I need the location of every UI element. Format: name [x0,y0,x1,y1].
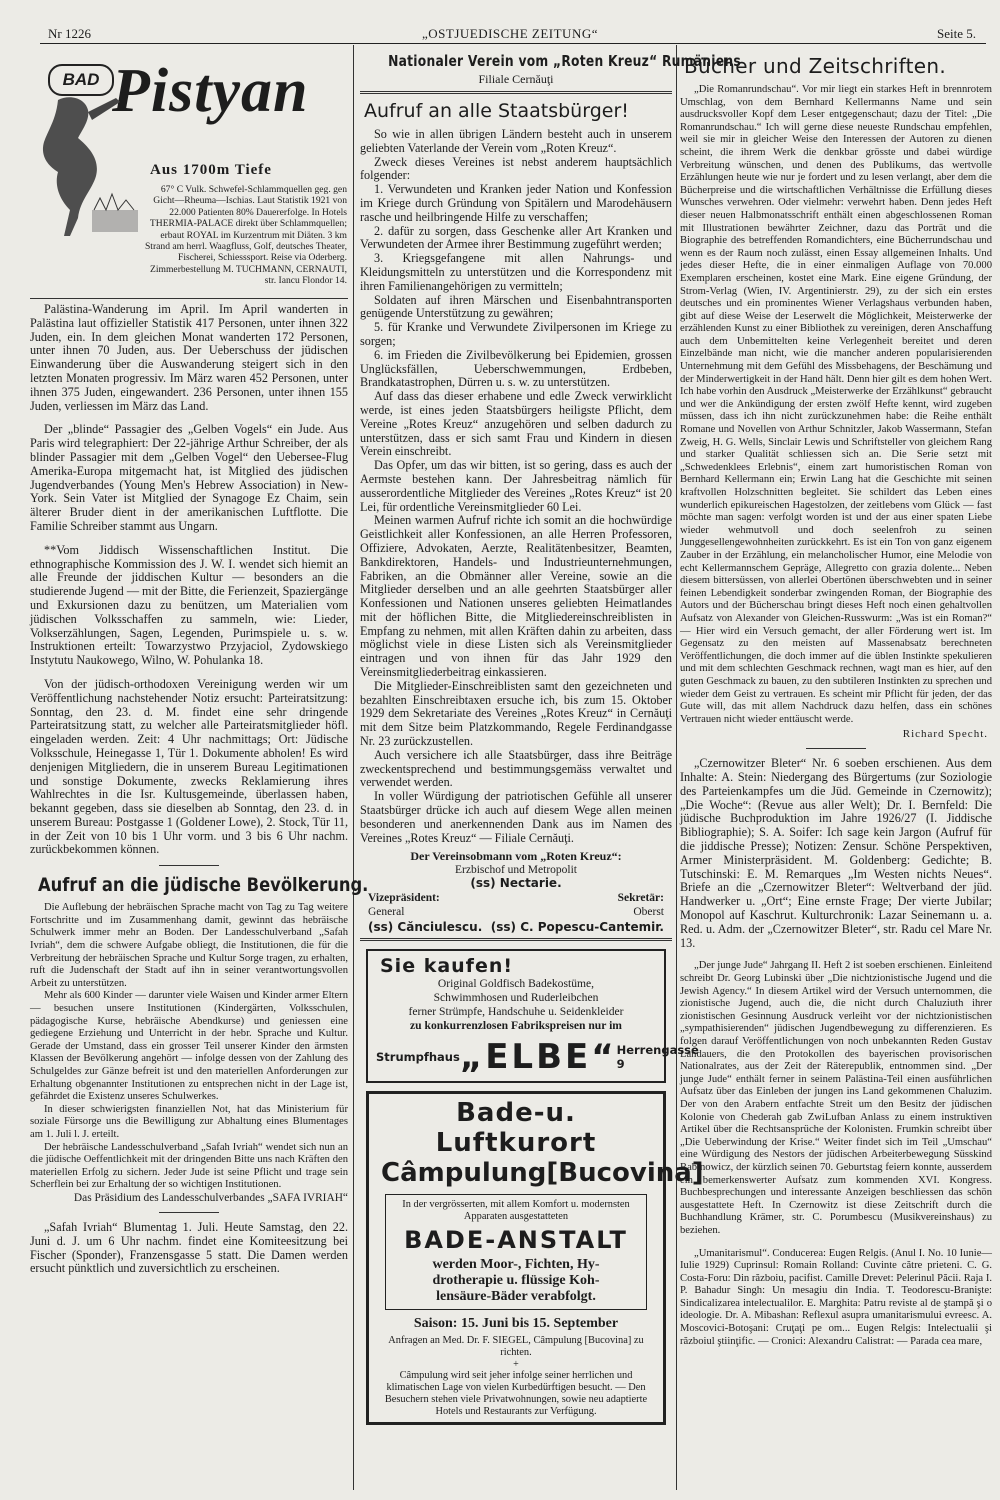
elbe-ad-left: Strumpfhaus [376,1050,460,1065]
issue-number: Nr 1226 [48,26,91,41]
appeal-paragraph: 5. für Kranke und Verwundete Zivilpersonen im Kriege zu sorgen; [360,320,672,348]
short-divider [159,1212,219,1213]
sekretaer-label: Sekretär: [617,892,664,905]
bade-ad-ornament: + [513,1359,519,1371]
vizepraesident-rank: General [368,906,405,919]
bade-ad-inner-box [385,1194,647,1310]
appeal-paragraph: Meinen warmen Aufruf richte ich somit an die hochwürdige Geistlichkeit aller Konfessionen, an alle Herren Professoren, Offiziere, Advokaten, Aerzte, Realitätenbesitzer, Beamten, Bankdirektoren, Handels- und Industrieunternehmungen, Fabriken, an die Obmänner aller Vereine, sowie an die Mitglieder derselben und an alle geehrten Staatsbürger aller Konfessionen und Nationen unseres geliebten Heimatlandes mit der höflichen Bitte, die Mitgliedereinschreiblisten in Empfang zu nehmen, mit allen Kräften dahin zu arbeiten, dass möglichst viele in diese Listen sich als Vereinsmitglieder eintragen und von ihnen für das Jahr 1929 den Vereinsmitgliederbeitrag einkassieren. [360,513,672,680]
appeal-paragraph: Das Opfer, um das wir bitten, ist so gering, dass es auch der Aermste bestehen kann. Der Jahresbeitrag nämlich für ausserordentliche Mitglieder des Vereines „Rotes Kreuz“ ist 20 Lei, für ordentliche Vereinsmitglieder 60 Lei. [360,458,672,514]
elbe-ad-brandline [376,1037,699,1078]
bade-ad-place [375,1158,704,1189]
sekretaer-rank: Oberst [633,906,664,919]
column-divider [676,45,677,1490]
appeal-paragraph: 2. dafür zu sorgen, dass Geschenke aller Art Kranken und Verwundeten der Armee ihrer Bestimmung zugeführt werden; [360,223,672,252]
column-divider [353,45,354,1490]
review-czernowitzer-bleter: „Czernowitzer Bleter“ Nr. 6 soeben erschienen. Aus dem Inhalte: A. Stein: Niedergang des Bürgertums (zur Soziologie des Parteienkampfes um die Jüd. Gemeinde in Czernowitz); „Die Woche“: (Revue aus aller Welt); Dr. I. Bernfeld: Die jüdische Buchproduktion im Jahre 1926/27 (I. Jiddische Bibliographie); S. A. Soifer: Ich sage kein Jargon (Aufruf für die jiddische Presse); Notizen: Zensur. Schöne Perspektiven, Armer Ministerpräsident. M. Goldenberg: Gedichte; B. Tutschinski: E. M. Remarques „Im Westen nichts Neues“. Briefe an die „Czernowitzer Bleter“: Weltverband der jüd. Handwerker u. „Ort“; Eine ernste Frage; Der vierte Jubilar; Monopol auf Kaschrut. Kulturchronik: Lazar Seinemann u. a. Red. u. Adm. der „Czernowitzer Bleter“, str. Radu cel Mare Nr. 13. [680,756,992,950]
appeal-paragraph: 1. Verwundeten und Kranken jeder Nation und Konfession im Kriege durch Gründung von Spitälern und Marodehäusern rasche und heilbringende Hilfe zu verschaffen; [360,182,672,224]
signature-labels-row [368,892,664,904]
appeal-paragraph: Auch versichere ich alle Staatsbürger, dass ihre Beiträge zweckentsprechend und bestimmungsgemäss verwaltet und verwendet werden. [360,747,672,790]
divider [30,298,348,299]
ad-bad-badge: BAD [48,64,114,96]
news-orthodoxe-vereinigung: Von der jüdisch-orthodoxen Vereinigung werden wir um Veröffentlichung nachstehender Notiz ersucht: Parteiratsitzung: Sonntag, den 23. d. M. findet eine sehr dringende Parteiratsitzung statt, zu welcher alle Parteiratsmitglieder höfl. eingeladen werden. Zeit: 4 Uhr nachmittags; Ort: Jüdische Volksschule, Heinegasse 1, Tür 1. Dokumente abholen! Es wird denjenigen Mitgliedern, die in unserem Bureau Legitimationen und sonstige Dokumente, zwecks Reklamierung ihres Wahlrechtes in die Isr. Kultusgemeinde, überlassen haben, bekannt gegeben, dass sie dieselben ab Sonntag, den 23. d. in unserem Bureau: Postgasse 1 (Goldener Lowe), 2. Stock, Tür 11, in der Zeit von 10 bis 1 Uhr vorm. und 3 bis 6 Uhr nachm. zurückbekommen können. [30,676,348,857]
praesidium-signature: Das Präsidium des Landesschulverbandes „SAFA IVRIAH“ [73,1191,348,1204]
bade-ad-footer: Câmpulung wird seit jeher infolge seiner herrlichen und klimatischen Lage von vielen Kurbedürftigen besucht. — Den Besuchern stehen viele Privatwohnungen, sowie neu adaptierte Hotels und Restaurants zur Verfügung. [384,1370,648,1418]
masthead [0,0,1000,44]
bade-ad-title: Bade-u. Luftkurort [435,1098,597,1159]
bade-ad-contact: Anfragen an Med. Dr. F. SIEGEL, Câmpulung [Bucovina] zu richten. [388,1335,644,1359]
appeal-paragraph: 3. Kriegsgefangene mit allen Nahrungs- und Kleidungsmitteln zu unterstützen und die Korrespondenz mit ihren Familienangehörigen zu vermitteln; [360,251,672,293]
ad-depth-heading: Aus 1700m Tiefe [150,162,272,178]
elbe-ad-line: Schwimmhosen und Ruderleibchen [433,991,599,1005]
news-palaestina-wanderung: Palästina-Wanderung im April. Im April wanderten in Palästina laut offizieller Statistik 417 Personen, unter ihnen 322 Juden, ein. In dem gleichen Monat wanderten 172 Personen, unter ihnen 70 Juden, aus. Der Ueberschuss der jüdischen Einwanderung über die Auswanderung steigert sich in den letzten Monaten progressiv. Im März waren 452 Personen, unter ihnen 375 Juden, eingewandert. 236 Personen, unter ihnen 155 Juden, verliessen im März das Land. [30,302,348,413]
appeal-paragraph: Soldaten auf ihren Märschen und Eisenbahntransporten genügende Unterstützung zu gewähren; [360,292,672,321]
aufruf-paragraph: Der hebräische Landesschulverband „Safah Ivriah“ wendet sich nun an die jüdische Oeffentlichkeit mit der dringenden Bitte uns nach Kräften den materiellen Erfolg zu sichern. Jeder Jude ist seine Pflicht und trage sein Scherflein bei zur Erhaltung der so wichtigen Institutionen. [30,1141,348,1191]
vizepraesident-label: Vizepräsident: [368,892,440,905]
column-1 [30,46,369,1276]
appeal-paragraph: Auf dass das dieser erhabene und edle Zweck verwirklicht werde, ist eines jeden Staatsbürgers heiligste Pflicht, dem Vereine „Rotes Kreuz“ anzugehören und selben dadurch zu unterstützen, dass er sich samt Frau und Kindern in diesen Verein einschreibt. [360,389,672,459]
short-divider [806,748,866,749]
ad-pistyan-brand: Pistyan [112,57,309,125]
elbe-ad-line: ferner Strümpfe, Handschuhe u. Seidenkleider [408,1005,624,1019]
appeal-paragraph: Die Mitglieder-Einschreiblisten samt den gezeichneten und bezahlten Einschreibtaxen ersuche ich, bis zum 15. Oktober 1929 dem Sekretariate des Vereines „Rotes Kreuz“ in Cernăuţi mit dem Sitze beim Platzkommando, Regele Ferdinandgasse Nr. 23 zurückzustellen. [360,678,672,749]
bade-ad-town: Câmpulung [381,1158,547,1189]
red-cross-branch: Filiale Cernăuţi [478,72,554,86]
column-3 [680,46,992,1348]
double-rule [360,91,672,94]
elbe-ad-title: Sie kaufen! [380,955,514,978]
bade-anstalt-heading: BADE-ANSTALT [404,1226,628,1255]
aufruf-paragraph: Mehr als 600 Kinder — darunter viele Waisen und Kinder armer Eltern — besuchen unsere Institutionen (Kindergärten, Volksschulen, pädagogische Kurse, hebräische Abendkurse) und geniessen eine gediegene Erziehung und Unterricht in der hebr. Sprache und Kultur. Gerade der Umstand, dass ein grosser Teil unserer Kinder den ärmsten Klassen der Bevölkerung angehört — infolge dessen von der Zahlung des Schulgeldes zur Gänze befreit ist und den materiellen Anforderungen zur Erhaltung obgenannter Institutionen zu entsprechen nicht in der Lage ist, gefährdet die Existenz unseres Schulwerkes. [30,990,348,1103]
elbe-brand: „ELBE“ [459,1037,617,1078]
double-rule [360,938,672,941]
appeal-paragraph: So wie in allen übrigen Ländern besteht auch in unserem geliebten Vaterlande der Verein vom „Roten Kreuz“. [360,127,672,155]
bade-ad-treatment: werden Moor-, Fichten, Hy- [432,1257,600,1273]
aufruf-paragraph: Die Auflebung der hebräischen Sprache macht von Tag zu Tag weitere Fortschritte und im Zusammenhang damit, gewinnt das hebräische Schulwerk immer mehr an Boden. Der Landesschulverband „Safah Ivriah“, dem die schwere Aufgabe obliegt, die Institutionen, die für die Verbreitung der hebräischen Sprache und Kultur Sorge tragen, zu erhalten, ruft die Judenschaft der Stadt auf ihn in seiner verantwortungsvollen Arbeit zu unterstützen. [30,902,348,989]
bade-ad-intro: In der vergrösserten, mit allem Komfort u. modernsten Apparaten ausgestatteten [402,1199,630,1223]
appeal-paragraph: In voller Würdigung der patriotischen Gefühle all unserer Staatsbürger drücke ich auch auf diesem Wege allen meinen besonderen und anerkennenden Dank aus im Namen des Vereines „Rotes Kreuz“ — Filiale Cernăuţi. [360,789,672,845]
nectarie-signature: (ss) Nectarie. [470,876,562,891]
appeal-paragraph: Zweck dieses Vereines ist nebst anderem hauptsächlich folgender: [360,154,672,183]
pistyan-advertisement [30,52,347,292]
short-divider [159,865,219,866]
heading-aufruf-juedische-bevoelkerung: Aufruf an die jüdische Bevölkerung. [38,874,369,897]
elbe-ad-line: zu konkurrenzlosen Fabrikspreisen nur im [410,1019,622,1033]
ad-pistyan-text: 67° C Vulk. Schwefel-Schlammquellen geg. gen Gicht—Rheuma—Ischias. Laut Statistik 1921 von 22.000 Patienten 80% Dauererfolge. In Hotels THERMIA-PALACE direkt über Schlammquellen; erbaut ROYAL im Kurzentrum mit Diäten. 3 km Strand am herrl. Waagfluss, Golf, deutsches Theater, Fischerei, Schiesssport. Reise via Oderberg. Zimmerbestellung M. TUCHMANN, CERNAUTI, str. Iancu Flondor 14. [144,184,347,287]
bade-ad-treatment: drotherapie u. flüssige Koh- [432,1273,600,1289]
appeal-paragraph: 6. im Frieden die Zivilbevölkerung bei Epidemien, grossen Unglücksfällen, Ueberschwemmungen, Erdbeben, Brandkatastrophen, Dürren u. s. w. zu unterstützen. [360,347,672,390]
newspaper-title: „OSTJUEDISCHE ZEITUNG“ [421,26,598,41]
bade-ad-season: Saison: 15. Juni bis 15. September [413,1316,619,1332]
obmann-label: Der Vereinsobmann vom „Roten Kreuz“: [410,849,622,864]
news-blumentag: „Safah Ivriah“ Blumentag 1. Juli. Heute Samstag, den 22. Juni d. J. um 6 Uhr nachm. findet eine Komiteesitzung bei Fischer (Sponder), Franzensgasse 5 statt. Die Damen werden ersucht pünktlich und zuversichtlich zu erscheinen. [30,1219,348,1276]
signature-names-row [368,920,664,934]
erzbischof-title: Erzbischof und Metropolit [454,864,577,877]
news-jiddisch-institut: **Vom Jiddisch Wissenschaftlichen Institut. Die ethnographische Kommission des J. W. I. wendet sich hiemit an alle Freunde der jiddischen Kultur — besonders an die studierende Jugend — mit der Bitte, die Ferienzeit, Spaziergänge und Exkursionen dazu zu benützen, um Materialien vom jüdischen Volksschaffen zu sammeln, wie: Lieder, Volkserzählungen, Sagen, Legenden, Purimspiele u. s. w. Instruktionen erteilt: Towarzystwo Przyjaciol, Zydowskiego Instytutu Naukowego, Wilno, W. Pohulanka 18. [30,542,348,668]
elbe-ad-line: Original Goldfisch Badekostüme, [437,977,595,991]
column-2 [360,46,741,1425]
elbe-advertisement [366,949,699,1083]
ad-figure-illustration [30,90,140,240]
campulung-advertisement [366,1091,704,1425]
heading-buecher-zeitschriften: Bücher und Zeitschriften. [684,54,947,78]
signature-ranks-row [368,906,664,918]
news-blinder-passagier: Der „blinde“ Passagier des „Gelben Vogels“ ein Jude. Aus Paris wird telegraphiert: Der 22-jährige Arthur Schreiber, der als blinder Passagier mit dem „Gelben Vogel“ den Uebersee-Flug Amerika-Europa mitgemacht hat, ist Mitglied des jüdischen Jugendverbandes (Young Men's Hebrew Association) in New-York. Sein Vater ist Mitglied der Synagoge Ez Chaim, sein älterer Bruder dient in der amerikanischen Luftflotte. Die Familie Schreiber stammt aus Ungarn. [30,422,348,533]
aufruf-paragraph: In dieser schwierigsten finanziellen Not, hat das Ministerium für soziale Fürsorge uns die Bewilligung zur Abhaltung eines Blumentages am 1. Juli l. J. erteilt. [30,1103,348,1140]
masthead-rule [40,43,986,44]
bade-ad-treatment: lensäure-Bäder verabfolgt. [436,1289,596,1305]
review-umanitarismul: „Umanitarismul“. Conducerea: Eugen Relgis. (Anul I. No. 10 Iunie—Iulie 1929) Cuprinsul: Romain Rolland: Cuvinte către prieteni. C. G. Costa-Foru: Din războiu, pacifist. Camille Drevet: Pelerinul Păcii. Raja I. P. Bahadur Singh: Un mesagiu din India. T. Teodorescu-Branişte: Sindicalizarea intelectualilor. E. Marghita: Patru reviste al de ştampă şi o ideologie. Dr. A. Mibashan: Reflexul asupra umanitarismului evreesc. A. Moscovici-Botoşani: Cruţaţi pe om... Eugen Relgis: Intelectualii şi războiul ştiinţific. — Cronici: Alexandru Calistrat: — Parada cea mare, [680,1247,992,1347]
page-number: Seite 5. [937,26,976,41]
review-der-junge-jude: „Der junge Jude“ Jahrgang II. Heft 2 ist soeben erschienen. Einleitend schreibt Dr. Georg Lubinski über „Die nichtzionistische Jugend und die Jewish Agency.“ In diesem Artikel wird der Versuch unternommen, die zionistische Jugend, auch die, die nicht durch Chaluziuth ihrer zionistischen Gesinnung Ausdruck verleiht vor der nichtzionistischen „sympathisierenden“ jüdischen Jugendbewegung zu differenzieren. Es folgen darauf Veröffentlichungen von noch unbekannten Reden Gustav Landauers, die den Protokollen des bayerischen provisorischen Nationalrates, aus der Zeit der Räterepublik, entnommen sind. „Der junge Jude“ enthält ferner in seinem Palästina-Teil einen ausführlichen Aufsatz über das Einleben der jungen ins Land gekommenen Chaluzim. Der von den Arabern entfachte Streit um den Besitz der jüdischen Kolonie von Chederah gab ZwiLufban Anlass zu einem instruktiven Artikel über die Rechtsansprüche der Kolonisten. Frumkin schreibt über „Die Ueberwindung der Krise.“ Weiter findet sich im Teil „Umschau“ eine Würdigung des Nestors der jüdischen Arbeiterbewegung Süsskind Rabinowicz, der kürzlich seinen 70. Geburtstag feiern konnte, ausserdem ein bemerkenswerter Aufsatz zum kommenden XVI. Kongress. Buchbesprechungen und interessante Anzeigen beschliessen das schön ausgestattete Heft. In Czernowitz ist diese Zeitschrift durch die Buchhandlung Krämer, str. C. Porumbescu (Musikvereinshaus) zu beziehen. [680,960,992,1236]
red-cross-header: Nationaler Verein vom „Roten Kreuz“ Rumäniens [388,52,741,70]
review-author: Richard Specht. [902,728,988,741]
bade-ad-region: [Bucovina] [546,1158,704,1189]
review-romanrundschau: „Die Romanrundschau“. Vor mir liegt ein starkes Heft in brennrotem Umschlag, von dem Bernhard Kellermanns Name und sein ausdrucksvoller Kopf dem Leser entgegenschaut; dazu der Titel: „Die Romanrundschau.“ Ich will gerne diese neueste Rundschau empfehlen, weil sie mir in gleicher Weise den Interessen der Autoren zu dienen scheint, die ihrem Werk die denkbar grösste und dabei würdige Verbreitung wünschen, und denen des Publikums, das wertvolle Erzählungen heute wie nur je fordert und zu lesen verlangt, aber dem die Bücherpreise und die wirtschaftlichen Verhältnisse die Erfüllung dieses Wunsches verwehren. Oder vielmehr: verwehrt haben. Denn jedes Heft dieser neuen Halbmonatsschrift enthält einen abgeschlossenen Roman mit Illustrationen bewährter Zeichner, dazu das Porträt und die Biographie des betreffenden Romandichters, eine Bücherrundschau und wenn es der Raum noch zulässt, einen Essay allgemeinen Inhalts. Und jedes dieser Hefte, die in einer einmaligen Auflage von 70.000 Exemplaren erscheinen, kostet eine Mark. Eine eigene Gründung, der Strom-Verlag (Wien, IV. Argentinierstr. 29), zu der sich ein erstes deutsches und ein prominentes Wiener Verlagshaus verbunden haben, gibt auf diese Weise der Leserwelt die Möglichkeit, Meisterwerke der erzählenden Kunst zu einer Bibliothek zu vereinigen, deren Anschaffung auch dem Unbemittelten keine Verlegenheit bereitet und deren Einzelbände man nicht, wie die mancher anderen popularisierenden Unternehmung mit dem Gefühl des Missbehagens, der Beschämung und der Minderwertigkeit in der Hand hält. Denn hier gilt es dem hohen Wert. Ich habe vorhin den Ausdruck „Meisterwerke der Erzählkunst“ gebraucht und wer die Ankündigung der ersten zwölf Hefte kennt, wird zugeben müssen, dass ich ihn nicht zurückzunehmen habe: die Reihe enthält Romane und Novellen von Arthur Schnitzler, Jakob Wassermann, Stefan Zweig, H. G. Wells, Sinclair Lewis und Schriftsteller von gleichem Rang und starker Qualität schliessen sich an. Die Serie setzt mit „Schwedenklees Erlebnis“, einem zart humoristischen Roman von Bernhard Kellermann ein; Erwin Lang hat die Geschichte mit seinen kraftvollen Holzschnitten begleitet. Sie schildert das Leben eines wunderlich epikureischen Hagestolzen, der zeitlebens vom Glück — fast möchte man sagen: verfolgt worden ist und der aus einer spaten Liebe wieder wehmutvoll und doch seelenfroh zu seinen Junggesellengewohnheiten zurückkehrt. Es ist ein Ton von ganz eigenem Zauber in der Erzählung, ein melancholischer Humor, eine Melodie von echt Kellermannschem Gepräge, Allegretto con grazia dolente... Neben diesem bittersüssen, von allerlei Obertönen überschwebten und in seiner feinen Lebendigkeit sonderbar zwingenden Roman, der Biographie des Autors und der Bücherschau bringt dieses Heft noch einen gehaltvollen Aufsatz von Alexander von Gleichen-Russwurm: „Was ist ein Roman?“ — Hier wird ein Versuch gemacht, der aller Förderung wert ist. Im Gegensatz zu den meisten auf Massenabsatz berechneten Veröffentlichungen, die doch immer auf die üblen Instinkte spekulieren und mit dem schlechten Geschmack rechnen, wagt man es hier, auf den guten Geschmack zu bauen, zu den subtileren Instinkten zu sprechen und wieder dem Geist zu vertrauen. Es scheint mir Pflicht für jeden, der das Gute will, das mit allem Nachdruck dazu helfen, dass ein schönes Vertrauen nicht wieder enttäuscht werde. [680,84,992,725]
sekretaer-name: (ss) C. Popescu-Cantemir. [490,920,664,935]
heading-aufruf-staatsbuerger: Aufruf an alle Staatsbürger! [364,100,629,122]
elbe-ad-right: Herrengasse 9 [616,1043,699,1072]
vizepraesident-name: (ss) Cănciulescu. [368,920,483,935]
